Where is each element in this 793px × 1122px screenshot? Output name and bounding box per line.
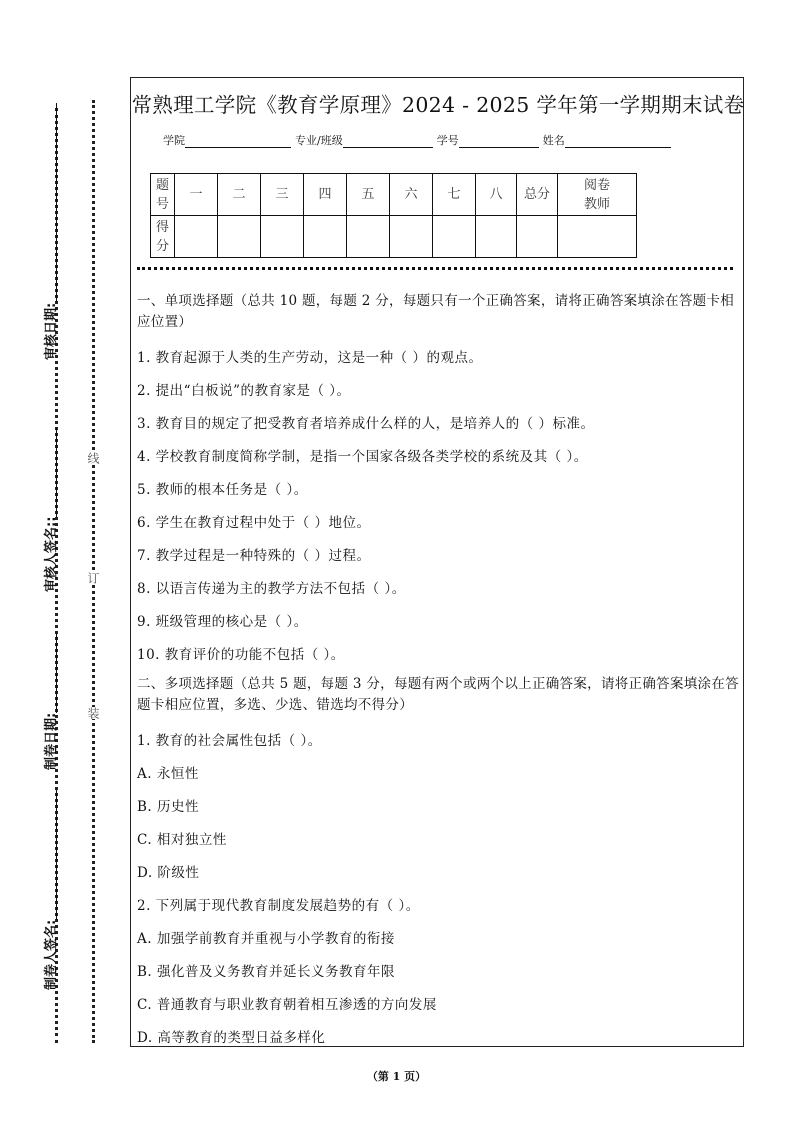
question: 4. 学校教育制度简称学制，是指一个国家各级各类学校的系统及其（ ）。 bbox=[137, 449, 588, 465]
question: 10. 教育评价的功能不包括（ ）。 bbox=[137, 647, 345, 663]
score-cell[interactable] bbox=[347, 216, 390, 258]
option: A. 永恒性 bbox=[137, 766, 199, 782]
review-date-blank[interactable] bbox=[55, 103, 57, 303]
section2-heading: 二、多项选择题（总共 5 题，每题 3 分，每题有两个或两个以上正确答案，请将正确答案填涂在答题卡相应位置，多选、少选、错选均不得分） bbox=[137, 676, 739, 713]
option: A. 加强学前教育并重视与小学教育的衔接 bbox=[137, 931, 395, 947]
row-label-score: 得分 bbox=[151, 216, 175, 258]
question: 5. 教师的根本任务是（ ）。 bbox=[137, 482, 308, 498]
question: 7. 教学过程是一种特殊的（ ）过程。 bbox=[137, 548, 371, 564]
col-2: 二 bbox=[218, 174, 261, 216]
score-cell[interactable] bbox=[304, 216, 347, 258]
student-id-label: 学号 bbox=[436, 134, 459, 147]
col-total: 总分 bbox=[517, 174, 558, 216]
option: C. 相对独立性 bbox=[137, 832, 227, 848]
college-label: 学院 bbox=[163, 134, 185, 147]
question: 3. 教育目的规定了把受教育者培养成什么样的人，是培养人的（ ）标准。 bbox=[137, 416, 595, 432]
section1-heading: 一、单项选择题（总共 10 题，每题 2 分，每题只有一个正确答案，请将正确答案填涂在答题卡相应位置） bbox=[137, 293, 735, 330]
question: 2. 下列属于现代教育制度发展趋势的有（ ）。 bbox=[137, 898, 420, 914]
score-cell[interactable] bbox=[476, 216, 517, 258]
col-1: 一 bbox=[175, 174, 218, 216]
make-date-blank[interactable] bbox=[55, 633, 57, 713]
make-date-field bbox=[40, 633, 59, 770]
option: D. 高等教育的类型日益多样化 bbox=[137, 1030, 326, 1046]
col-grader: 阅卷教师 bbox=[558, 174, 637, 216]
option: D. 阶级性 bbox=[137, 865, 200, 881]
exam-paper bbox=[130, 77, 744, 1047]
question: 9. 班级管理的核心是（ ）。 bbox=[137, 614, 308, 630]
student-info-row bbox=[163, 132, 675, 148]
col-6: 六 bbox=[390, 174, 433, 216]
name-input[interactable] bbox=[565, 135, 671, 148]
review-date-field bbox=[40, 103, 59, 360]
score-cell[interactable] bbox=[390, 216, 433, 258]
score-cell[interactable] bbox=[433, 216, 476, 258]
question: 1. 教育的社会属性包括（ ）。 bbox=[137, 733, 322, 749]
section-divider bbox=[137, 267, 733, 270]
student-id-input[interactable] bbox=[459, 135, 539, 148]
question: 1. 教育起源于人类的生产劳动，这是一种（ ）的观点。 bbox=[137, 350, 483, 366]
col-4: 四 bbox=[304, 174, 347, 216]
question: 8. 以语言传递为主的教学方法不包括（ ）。 bbox=[137, 581, 406, 597]
major-class-input[interactable] bbox=[343, 135, 433, 148]
page-number: （第 1 页） bbox=[366, 1070, 427, 1083]
question: 2. 提出“白板说”的教育家是（ ）。 bbox=[137, 383, 351, 399]
option: C. 普通教育与职业教育朝着相互渗透的方向发展 bbox=[137, 997, 437, 1013]
college-input[interactable] bbox=[185, 135, 291, 148]
major-class-label: 专业/班级 bbox=[295, 134, 343, 147]
score-cell-total[interactable] bbox=[517, 216, 558, 258]
make-date-label: 制卷日期: bbox=[44, 712, 59, 770]
score-table-score-row bbox=[151, 216, 637, 258]
col-3: 三 bbox=[261, 174, 304, 216]
option: B. 强化普及义务教育并延长义务教育年限 bbox=[137, 964, 396, 980]
binding-line-char: 线 bbox=[86, 452, 100, 464]
reviewer-sign-blank[interactable] bbox=[55, 427, 57, 517]
col-5: 五 bbox=[347, 174, 390, 216]
binding-staple-char: 订 bbox=[86, 572, 100, 584]
maker-sign-blank[interactable] bbox=[55, 790, 57, 920]
reviewer-sign-label: 审核人签名:: bbox=[44, 516, 59, 592]
score-table-header-row bbox=[151, 174, 637, 216]
maker-sign-label: 制卷人签名: bbox=[44, 919, 59, 990]
col-8: 八 bbox=[476, 174, 517, 216]
question: 6. 学生在教育过程中处于（ ）地位。 bbox=[137, 515, 371, 531]
review-date-label: 审核日期: bbox=[44, 302, 59, 360]
score-cell[interactable] bbox=[175, 216, 218, 258]
score-cell-grader[interactable] bbox=[558, 216, 637, 258]
score-cell[interactable] bbox=[218, 216, 261, 258]
col-7: 七 bbox=[433, 174, 476, 216]
reviewer-sign-field bbox=[40, 427, 59, 592]
row-label-question-no: 题号 bbox=[151, 174, 175, 216]
name-label: 姓名 bbox=[542, 134, 565, 147]
binding-bind-char: 装 bbox=[86, 707, 100, 719]
option: B. 历史性 bbox=[137, 799, 200, 815]
score-cell[interactable] bbox=[261, 216, 304, 258]
score-table bbox=[150, 173, 637, 258]
maker-sign-field bbox=[40, 790, 59, 990]
exam-title: 常熟理工学院《教育学原理》2024 - 2025 学年第一学期期末试卷 bbox=[131, 93, 745, 117]
